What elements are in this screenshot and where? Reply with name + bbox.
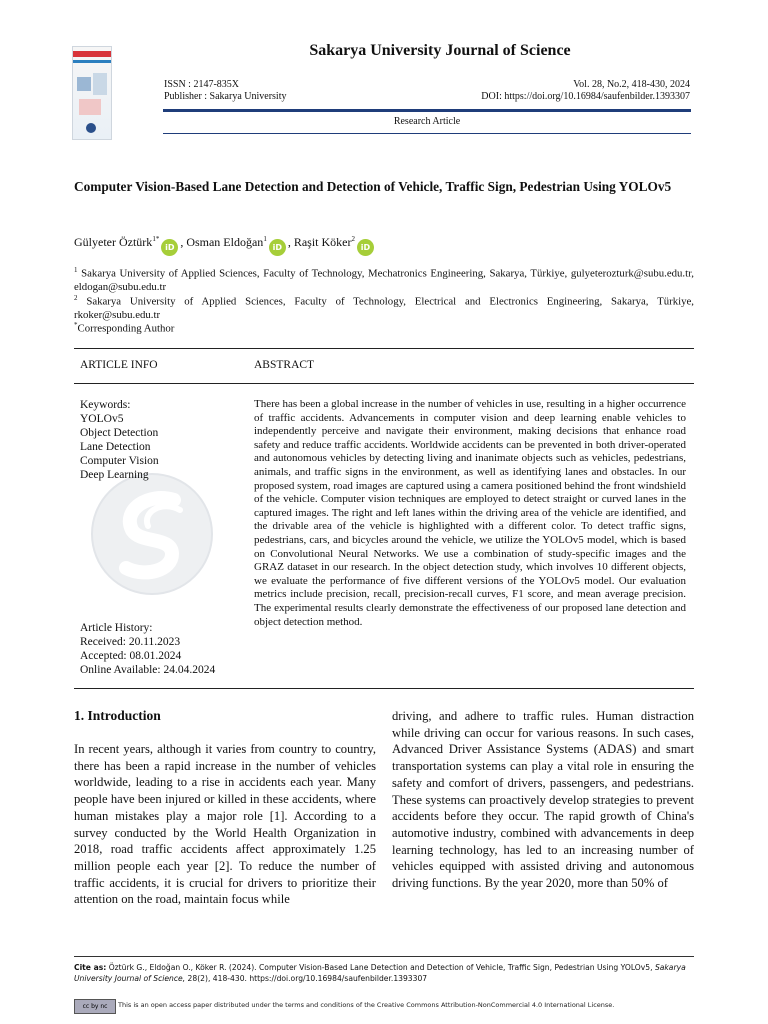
keyword: Object Detection <box>80 427 159 439</box>
author-list: Gülyeter Öztürk$^{1*}$iD , Osman Eldoğan$^1$iD , Raşit Köker$^2$iD <box>74 231 694 256</box>
affil-text: Sakarya University of Applied Sciences, Faculty of Technology, Electrical and Electronics Engineering, Sakarya, Türkiye, rkoker@subu.edu.tr <box>74 295 694 321</box>
article-type: Research Article <box>393 116 461 127</box>
journal-meta-left <box>164 79 286 103</box>
article-history-block <box>80 621 215 677</box>
affil-mark: * <box>74 321 78 329</box>
cc-license-badge[interactable]: cc by nc <box>74 999 116 1014</box>
info-box-bottom-rule <box>74 688 694 689</box>
journal-cover-thumbnail <box>72 46 112 140</box>
author-affil-mark: 1* <box>152 235 160 243</box>
journal-title: Sakarya University Journal of Science <box>309 42 571 59</box>
accepted-date: Accepted: 08.01.2024 <box>80 650 182 662</box>
body-column-right: driving, and adhere to traffic rules. Human distraction while driving can occur for various reasons. In such cases, Advanced Driver Assistance Systems (ADAS) and smart transportation systems can play a vital role in ensuring the safety and comfort of drivers, passengers, and pedestrians. These systems can proactively develop strategies to prevent accidents before they occur. The rapid growth of China's automotive industry, combined with advancements in deep learning technology, has led to an increasing number of vehicles equipped with assisted driving and autonomous driving functions. By the year 2020, more than 50% of <box>392 709 694 891</box>
affiliation-2 <box>74 292 694 322</box>
footer-divider <box>74 956 694 957</box>
journal-meta-right <box>360 79 690 103</box>
history-label: Article History: <box>80 622 153 634</box>
citation <box>74 962 694 984</box>
author-affil-mark: 2 <box>351 235 355 243</box>
keywords-block <box>80 398 159 482</box>
affiliation-1 <box>74 264 694 294</box>
volume-info: Vol. 28, No.2, 418-430, 2024 <box>573 79 690 90</box>
online-date: Online Available: 24.04.2024 <box>80 664 216 676</box>
orcid-icon[interactable]: iD <box>161 239 178 256</box>
corresponding-text: Corresponding Author <box>77 322 175 335</box>
affil-text: Sakarya University of Applied Sciences, Faculty of Technology, Mechatronics Engineering, Sakarya, Türkiye, gulyeterozturk@subu.edu.tr, eldogan@subu.edu.tr <box>74 267 694 293</box>
keyword: Computer Vision <box>80 455 159 467</box>
header-divider-thin <box>163 133 691 134</box>
affil-mark: 1 <box>74 266 78 274</box>
keywords-label: Keywords: <box>80 399 131 411</box>
keyword: Deep Learning <box>80 469 149 481</box>
author-name: Gülyeter Öztürk <box>74 235 153 249</box>
issn: ISSN : 2147-835X <box>164 79 240 90</box>
university-logo-watermark <box>88 470 216 598</box>
author-name: Osman Eldoğan <box>186 235 264 249</box>
abstract-heading: ABSTRACT <box>254 359 315 371</box>
cite-text: Öztürk G., Eldoğan O., Köker R. (2024). Computer Vision-Based Lane Detection and Detection of Vehicle, Traffic Sign, Pedestrian Using YOLOv5, <box>108 963 653 972</box>
affil-mark: 2 <box>74 294 78 302</box>
keyword: YOLOv5 <box>80 413 124 425</box>
orcid-icon[interactable]: iD <box>357 239 374 256</box>
author-name: Raşit Köker <box>293 235 352 249</box>
received-date: Received: 20.11.2023 <box>80 636 181 648</box>
info-box-top-rule <box>74 348 694 349</box>
header-divider <box>163 109 691 112</box>
section-heading: 1. Introduction <box>74 708 161 723</box>
orcid-icon[interactable]: iD <box>269 239 286 256</box>
corresponding-author <box>74 319 694 336</box>
abstract-text: There has been a global increase in the number of vehicles in use, resulting in a higher occurrence of traffic accidents. Advancements in computer vision and deep learning enable vehicles to independently perceive and navigate their environment, making decisions that enhance road safety and reduce traffic accidents. Worldwide accidents can be prevented in both driver-operated and autonomous vehicles by detecting living and inanimate objects such as vehicles, pedestrians, animals, and traffic signs in the environment, as well as identifying lanes and obstacles. In our proposed system, road images are captured using a camera positioned behind the front windshield of the vehicle. Computer vision techniques are employed to detect straight or curved lanes in the captured images. The right and left lanes within the driving area of the vehicle are identified, and the drivable area of the vehicle is highlighted with a different color. To detect traffic signs, pedestrians, cars, and bicycles around the vehicle, we utilize the YOLOv5 model, which is based on Convolutional Neural Networks. We use a combination of study-specific images and the GRAZ dataset in our research. In the object detection study, which involves 10 different objects, we evaluate the performance of five different versions of the YOLOv5 model. Our evaluation metrics include precision, recall, precision-recall curves, F1 score, and mean average precision. The experimental results clearly demonstrate the effectiveness of our proposed lane detection and object detection method. <box>254 398 686 628</box>
cite-tail[interactable]: 28(2), 418-430. https://doi.org/10.16984/saufenbilder.1393307 <box>187 974 428 983</box>
paper-title: Computer Vision-Based Lane Detection and Detection of Vehicle, Traffic Sign, Pedestrian Using YOLOv5 <box>74 179 672 194</box>
doi-link[interactable]: DOI: https://doi.org/10.16984/saufenbilder.1393307 <box>481 91 690 102</box>
publisher: Publisher : Sakarya University <box>164 91 287 102</box>
cite-label: Cite as: <box>74 963 107 972</box>
license-text: This is an open access paper distributed under the terms and conditions of the Creative Commons Attribution-NonCommercial 4.0 International License. <box>118 1001 615 1009</box>
cite-journal: Sakarya University Journal of Science, <box>74 963 686 983</box>
info-box-mid-rule <box>74 383 694 384</box>
author-affil-mark: 1 <box>263 235 267 243</box>
keyword: Lane Detection <box>80 441 151 453</box>
body-column-left: In recent years, although it varies from country to country, there has been a rapid increase in the number of vehicles worldwide, leading to a rise in accidents each year. Many people have been injured or killed in these accidents, where human mistakes play a major role [1]. According to a survey conducted by the World Health Organization in 2018, road traffic accidents affect approximately 1.25 million people each year [2]. To reduce the number of traffic accidents, it is crucial for drivers to prioritize their attention on the road, maintain focus while <box>74 742 376 907</box>
article-info-heading: ARTICLE INFO <box>80 359 158 371</box>
